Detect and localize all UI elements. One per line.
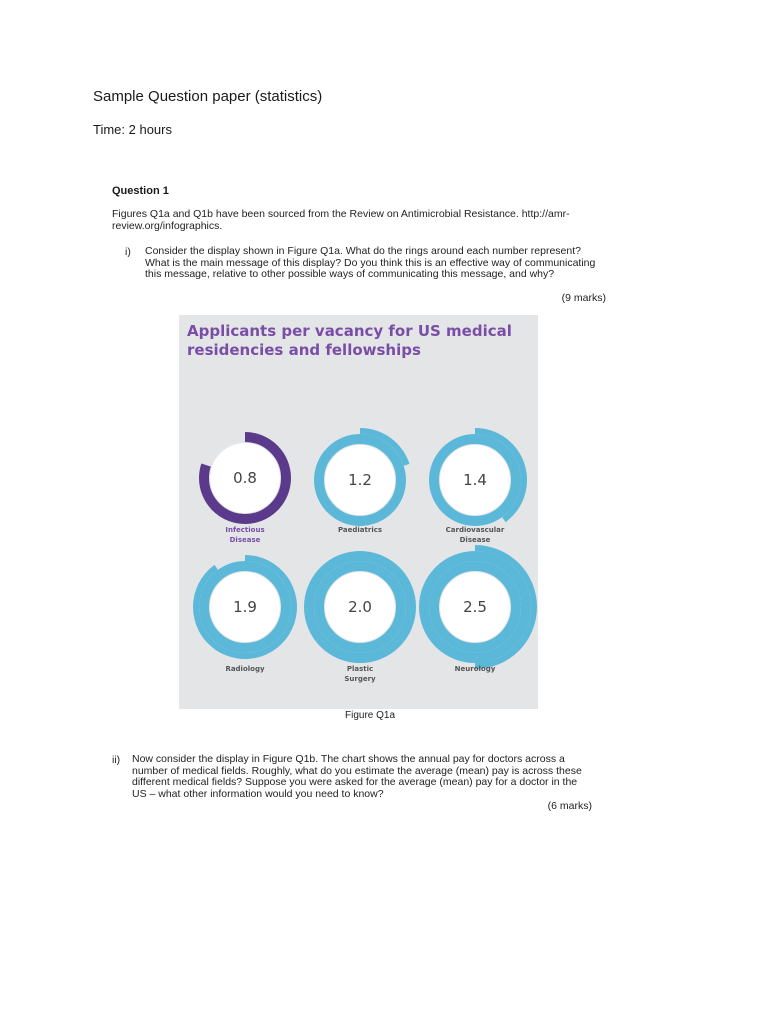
marks-i: (9 marks) <box>561 292 606 304</box>
category-label-plastic-surgery: Plastic <box>346 665 374 673</box>
value-label-cardiovascular-disease: 1.4 <box>463 471 487 489</box>
value-label-paediatrics: 1.2 <box>348 471 372 489</box>
item-number-ii: ii) <box>112 754 121 766</box>
category-label-radiology: Radiology <box>225 665 265 673</box>
category-label-cardiovascular-disease: Disease <box>459 536 491 544</box>
value-label-infectious-disease: 0.8 <box>233 469 257 487</box>
category-label-plastic-surgery: Surgery <box>344 675 376 683</box>
category-label-infectious-disease: Disease <box>229 536 261 544</box>
question-intro: Figures Q1a and Q1b have been sourced from the Review on Antimicrobial Resistance. http://amr-review.org/infographics. <box>112 208 570 232</box>
value-label-plastic-surgery: 2.0 <box>348 598 372 616</box>
ring-chart <box>179 315 538 709</box>
figure-caption: Figure Q1a <box>344 710 396 721</box>
category-label-cardiovascular-disease: Cardiovascular <box>445 526 505 534</box>
time-allowed: Time: 2 hours <box>93 122 172 137</box>
value-label-neurology: 2.5 <box>463 598 487 616</box>
value-label-radiology: 1.9 <box>233 598 257 616</box>
category-label-paediatrics: Paediatrics <box>337 526 383 534</box>
category-label-neurology: Neurology <box>454 665 496 673</box>
marks-ii: (6 marks) <box>547 800 592 812</box>
item-text-ii: Now consider the display in Figure Q1b. The chart shows the annual pay for doctors across a number of medical fields. Roughly, what do you estimate the average (mean) pay is across these different medical fields? Suppose you were asked for the average (mean) pay for a doctor in the US – what other information would you need to know? <box>132 753 582 800</box>
category-label-infectious-disease: Infectious <box>225 526 265 534</box>
question-heading: Question 1 <box>112 185 169 197</box>
item-number-i: i) <box>125 246 131 258</box>
document-title: Sample Question paper (statistics) <box>93 88 323 105</box>
infographic-title: Applicants per vacancy for US medical residencies and fellowships <box>187 322 512 359</box>
item-text-i: Consider the display shown in Figure Q1a. What do the rings around each number represent? What is the main message of this display? Do you think this is an effective way of communicating this message, relative to other possible ways of communicating this message, and why? <box>145 245 596 280</box>
